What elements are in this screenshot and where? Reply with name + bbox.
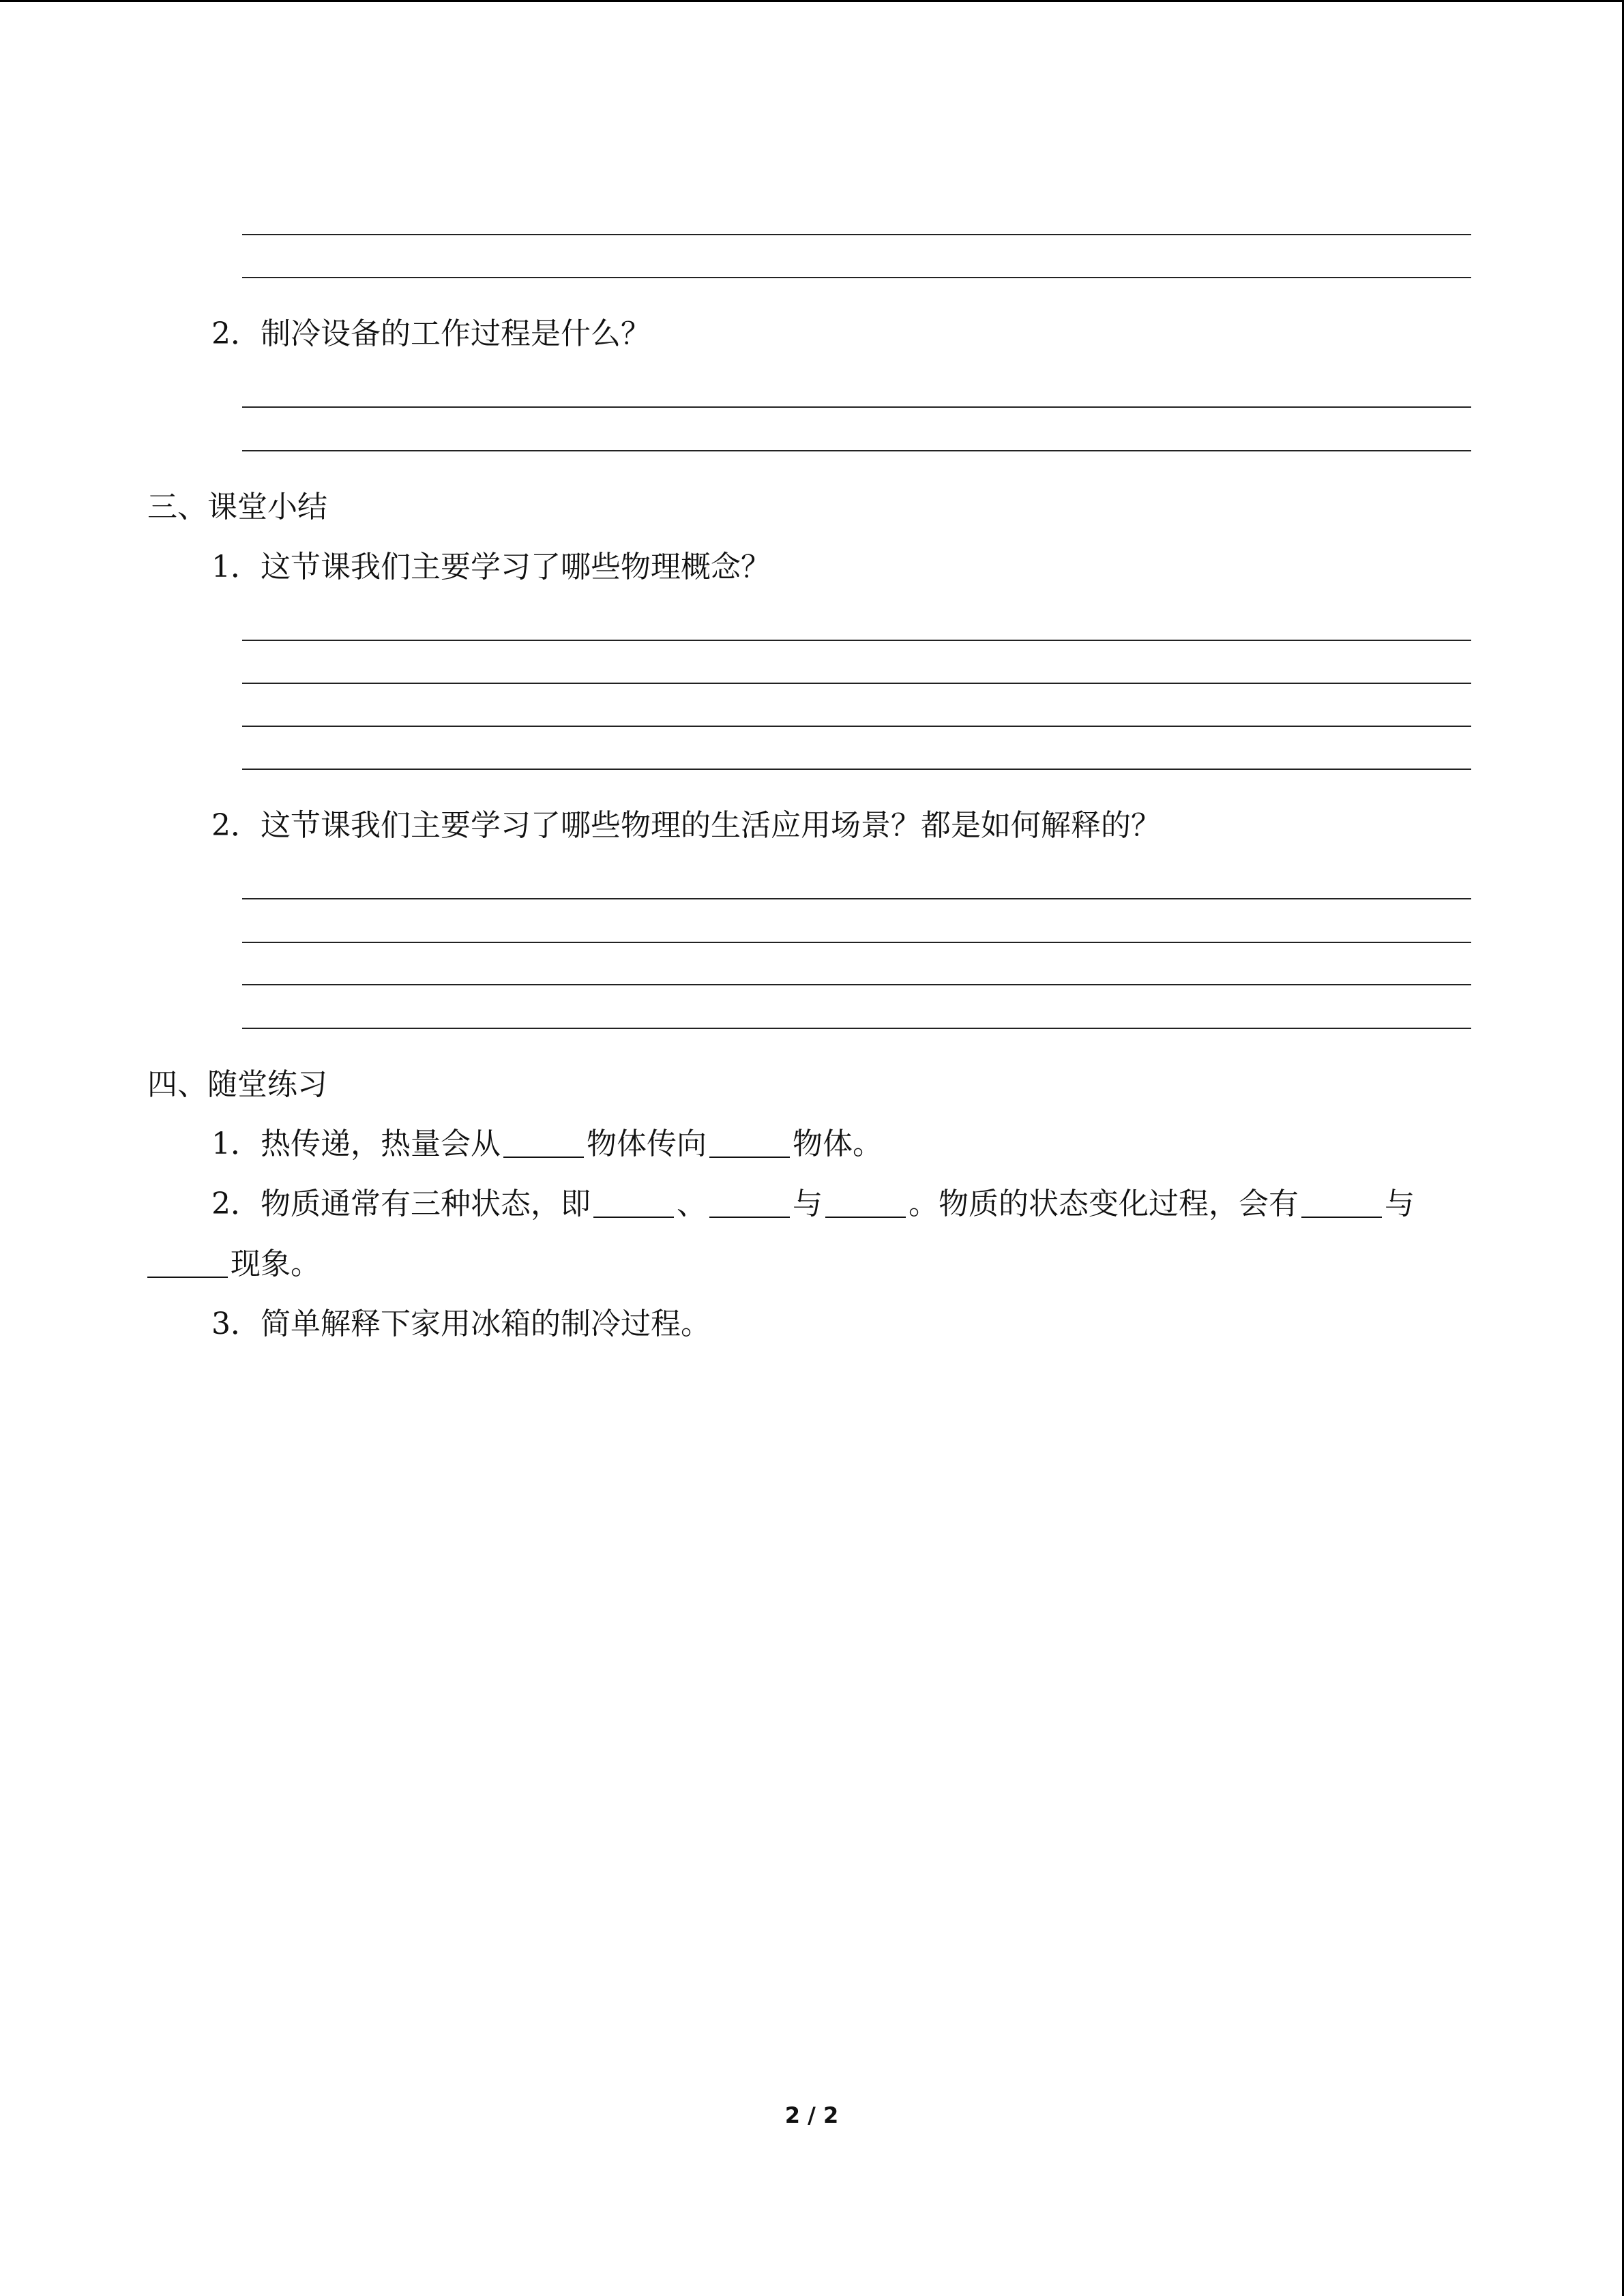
question-life-applications: 2．这节课我们主要学习了哪些物理的生活应用场景？都是如何解释的？	[211, 808, 1161, 843]
answer-line[interactable]	[242, 769, 1471, 770]
practice-question-2	[211, 1185, 1415, 1223]
fill-blank[interactable]	[147, 1245, 228, 1278]
answer-line[interactable]	[242, 898, 1471, 899]
section-heading-practice: 四、随堂练习	[147, 1067, 327, 1102]
fill-blank[interactable]	[503, 1125, 584, 1158]
answer-line[interactable]	[242, 942, 1471, 943]
answer-line[interactable]	[242, 277, 1471, 278]
answer-line[interactable]	[242, 984, 1471, 985]
answer-line[interactable]	[242, 683, 1471, 684]
question-text: 物体。	[793, 1127, 883, 1161]
answer-line[interactable]	[242, 234, 1471, 235]
practice-question-1	[211, 1125, 883, 1163]
fill-blank[interactable]	[1301, 1185, 1382, 1218]
question-text: 2．物质通常有三种状态，即	[211, 1187, 591, 1221]
question-physics-concepts: 1．这节课我们主要学习了哪些物理概念？	[211, 550, 771, 584]
question-text: 。物质的状态变化过程，会有	[909, 1187, 1299, 1221]
fill-blank[interactable]	[709, 1125, 790, 1158]
answer-line[interactable]	[242, 450, 1471, 451]
answer-line[interactable]	[242, 1028, 1471, 1029]
question-refrigeration-process: 2．制冷设备的工作过程是什么？	[211, 316, 651, 351]
answer-line[interactable]	[242, 640, 1471, 641]
fill-blank[interactable]	[593, 1185, 674, 1218]
question-text: 现象。	[231, 1247, 321, 1281]
question-text: 与	[793, 1187, 823, 1221]
question-text: 1．热传递，热量会从	[211, 1127, 501, 1161]
answer-line[interactable]	[242, 726, 1471, 727]
page-number: 2 / 2	[784, 2102, 839, 2128]
answer-line[interactable]	[242, 406, 1471, 408]
fill-blank[interactable]	[709, 1185, 790, 1218]
practice-question-2-continued	[147, 1245, 321, 1283]
question-text: 物体传向	[587, 1127, 707, 1161]
practice-question-3: 3．简单解释下家用冰箱的制冷过程。	[211, 1307, 711, 1341]
section-heading-summary: 三、课堂小结	[147, 490, 327, 524]
question-text: 、	[677, 1187, 707, 1221]
question-text: 与	[1385, 1187, 1415, 1221]
fill-blank[interactable]	[825, 1185, 906, 1218]
